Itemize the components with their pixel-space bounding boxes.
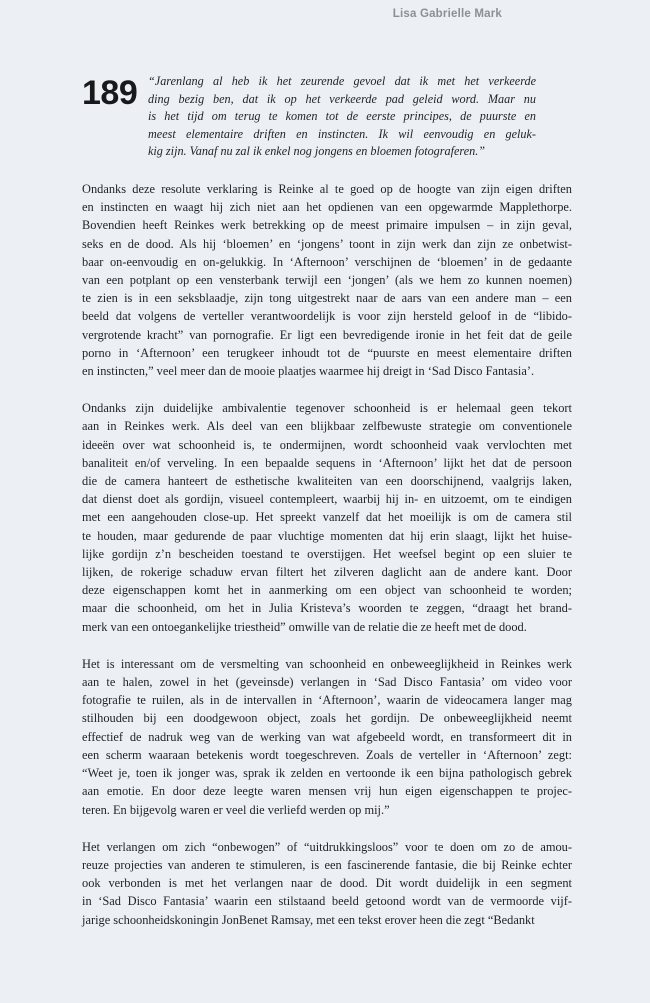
text-line: en instincten en waagt hij zich niet aan het opdienen van een opgewarmde Mapplethorpe. [82,200,572,215]
text-line: lijke gordijn z’n bescheiden toestand te overstijgen. Het weefsel begint op een sluier te [82,546,572,561]
quote-line: kig zijn. Vanaf nu zal ik enkel nog jongens en bloemen fotograferen.” [148,144,486,159]
text-line: “Weet je, toen ik jonger was, sprak ik zelden en vertoonde ik een bijna pathologisch gebrek [82,766,572,781]
text-line: ook verbonden is met het verlangen naar de dood. Dit wordt duidelijk in een segment [82,876,572,891]
quote-line: ding bezig ben, dat ik op het verkeerde pad geleid word. Maar nu [148,91,536,106]
body-text [82,180,572,948]
text-line: merk van een ontoegankelijke triestheid” omwille van de relatie die ze heeft met de dood. [82,619,527,634]
text-line: fotografie te ruilen, als in de intervallen in ‘Afternoon’, waarin de videocamera langer mag [82,693,572,708]
text-line: reuze projecties van anderen te stimuleren, is een fascinerende fantasie, die bij Reinke echter [82,857,572,872]
text-line: die de camera hanteert de esthetische kwaliteiten van een doorschijnend, vaalgrijs laken, [82,474,572,489]
quote-line: is het tijd om terug te komen tot de eerste principes, de puurste en [148,109,536,124]
quote-line: “Jarenlang al heb ik het zeurende gevoel dat ik met het verkeerde [148,74,536,88]
text-line: vergrotende kracht” van pornografie. Er ligt een bevredigende ironie in het feit dat de geile [82,327,572,342]
text-line: Bovendien heeft Reinkes werk betrekking op de meest primaire impulsen – in zijn geval, [82,218,572,233]
text-line: seks en de dood. Als hij ‘bloemen’ en ‘jongens’ toont in zijn werk dan zijn ze onbetwist- [82,236,572,251]
text-line: Ondanks deze resolute verklaring is Reinke al te goed op de hoogte van zijn eigen driften [82,182,572,196]
text-line: porno in ‘Afternoon’ een terugkeer inhoudt tot de “puurste en meest elementaire driften [82,345,572,360]
page-number: 189 [82,74,138,112]
text-line: jarige schoonheidskoningin JonBenet Ramsay, met een tekst erover heen die zegt “Bedankt [82,912,535,927]
paragraph [82,655,572,819]
paragraph [82,180,572,380]
text-line: maar die schoonheid, om het in Julia Kristeva’s woorden te zeggen, “draagt het brand- [82,601,572,616]
text-line: aan te halen, zowel in het (geveinsde) verlangen in ‘Sad Disco Fantasia’ om video voor [82,675,572,690]
text-line: stilhouden bij een doodgewoon object, zoals het gordijn. De onbeweeglijkheid neemt [82,711,572,726]
text-line: met een aangehouden close-up. Het spreekt vanzelf dat het moeilijk is om de camera stil [82,510,572,525]
text-line: aan in Reinkes werk. Als deel van een blijkbaar zelfbewuste strategie om conventionele [82,419,572,434]
text-line: Het verlangen om zich “onbewogen” of “uitdrukkingsloos” voor te doen om zo de amou- [82,839,572,854]
text-line: dat dienst doet als gordijn, visueel contempleert, waarbij hij in- en uitzoemt, om te eindigen [82,492,572,507]
text-line: effectief de nadruk weg van de werking van wat afgebeeld wordt, en transformeert dit in [82,729,572,744]
text-line: ideeën over wat schoonheid is, te ondermijnen, wordt schoonheid vaak vervlochten met [82,437,572,452]
text-line: lijken, de rokerige schaduw ervan filtert het zilveren daglicht aan de andere kant. Door [82,565,572,580]
text-line: teren. En bijgevolg waren er veel die verliefd werden op mij.” [82,802,390,817]
text-line: in ‘Sad Disco Fantasia’ waarin een stilstaand beeld getoond wordt van de vermoorde vijf- [82,894,572,909]
paragraph [82,399,572,636]
text-line: te houden, maar gedurende de paar vluchtige momenten dat hij erin slaagt, lijkt het huise- [82,528,572,543]
epigraph-quote [148,73,568,161]
text-line: en instincten,” veel meer dan de mooie plaatjes waarmee hij dreigt in ‘Sad Disco Fantasia’. [82,364,535,379]
text-line: Het is interessant om de versmelting van schoonheid en onbeweeglijkheid in Reinkes werk [82,656,572,671]
text-line: deze eigenschappen komt het in aanmerking om een object van schoonheid te worden; [82,583,572,598]
paragraph [82,838,572,929]
text-line: van een potplant op een vensterbank terwijl een ‘jongen’ (als we hem zo kunnen noemen) [82,273,572,288]
text-line: een scherm waaraan betekenis wordt toegeschreven. Zoals de verteller in ‘Afternoon’ zegt: [82,747,572,762]
text-line: beeld dat volgens de verteller verantwoordelijk is voor zijn hersteld geloof in de “libido- [82,309,572,324]
text-line: banaliteit en/of verveling. In een bepaalde sequens in ‘Afternoon’ lijkt het dat de persoon [82,455,572,470]
running-head-author: Lisa Gabrielle Mark [392,8,502,20]
text-line: Ondanks zijn duidelijke ambivalentie tegenover schoonheid is er helemaal geen tekort [82,401,572,416]
text-line: aan emotie. En door deze leegte waren mensen vrij hun eigen eigenschappen te projec- [82,784,572,799]
text-line: te zien is in een seksblaadje, zijn tong uitgestrekt naar de aars van een andere man – een [82,291,572,306]
quote-line: meest elementaire driften en instincten. Ik wil eenvoudig en geluk- [148,126,536,141]
text-line: baar on-eenvoudig en on-gelukkig. In ‘Afternoon’ verschijnen de ‘bloemen’ in de gedaante [82,254,572,269]
